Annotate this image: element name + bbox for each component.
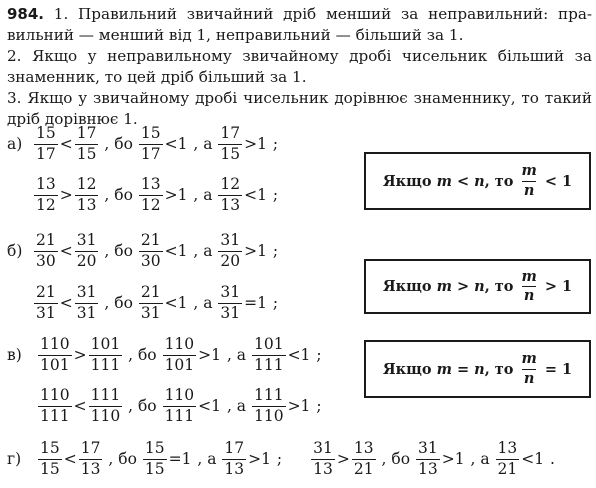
numerator: 13: [36, 175, 56, 193]
statement-2: 2. Якщо у неправильному звичайному дробі чисельник більший за знаменник, то цей дріб більший за 1.: [7, 47, 592, 86]
operator: <1: [287, 346, 311, 364]
fraction: [311, 441, 335, 477]
operator: >1: [441, 450, 465, 468]
numerator: 31: [76, 283, 97, 301]
fraction: [416, 441, 440, 477]
operator: <: [59, 135, 73, 153]
expression-row: [7, 126, 278, 162]
connector-text: , бо: [376, 450, 415, 468]
operator: <1: [521, 450, 545, 468]
variable-m: m: [436, 172, 452, 190]
rule-box: [364, 259, 591, 314]
item-label: б): [7, 242, 23, 260]
operator: >1: [287, 397, 311, 415]
numerator: 110: [40, 386, 70, 404]
fraction: [218, 177, 242, 213]
connector-text: , а: [222, 346, 251, 364]
numerator: 12: [220, 175, 241, 193]
numerator: 17: [224, 439, 245, 457]
fraction: [38, 441, 62, 477]
item-label: г): [7, 450, 22, 468]
punctuation: ;: [311, 346, 322, 364]
numerator: 15: [36, 124, 56, 142]
fraction: [496, 441, 520, 477]
fraction: [38, 337, 72, 373]
denominator: n: [523, 181, 535, 199]
numerator: 13: [353, 439, 374, 457]
connector-text: , а: [188, 135, 218, 153]
fraction: [218, 233, 242, 269]
comparison: [33, 177, 278, 213]
denominator: 31: [36, 303, 56, 322]
denominator: 13: [417, 459, 438, 478]
denominator: 111: [40, 406, 70, 425]
fraction: [218, 126, 242, 162]
fraction: [75, 285, 99, 321]
rule-box: [364, 340, 591, 398]
punctuation: ;: [267, 186, 279, 204]
rule-then: , то: [484, 278, 514, 295]
fraction: [218, 285, 242, 321]
fraction: [519, 352, 538, 386]
rule-relation: =: [451, 360, 475, 378]
fraction: [75, 233, 99, 269]
connector-text: , а: [465, 450, 495, 468]
expression-row: [7, 337, 322, 373]
denominator: 31: [220, 303, 241, 322]
rule-prefix: Якщо: [382, 172, 437, 190]
fraction: [163, 388, 197, 424]
numerator: 21: [36, 231, 56, 249]
fraction: [222, 441, 246, 477]
fraction: [75, 126, 99, 162]
connector-text: , бо: [99, 186, 138, 204]
numerator: 13: [497, 439, 518, 457]
denominator: 31: [140, 303, 161, 322]
connector-text: , бо: [123, 346, 162, 364]
denominator: 15: [220, 144, 241, 163]
punctuation: ;: [267, 135, 279, 153]
rule-relation: <: [451, 172, 475, 190]
fraction: [89, 388, 123, 424]
denominator: 21: [497, 459, 518, 478]
numerator: m: [521, 350, 537, 367]
variable-n: n: [474, 360, 485, 378]
punctuation: ;: [267, 294, 279, 312]
comparison: [310, 441, 555, 477]
denominator: n: [523, 369, 535, 387]
denominator: 17: [140, 144, 161, 163]
fraction: [352, 441, 376, 477]
fraction: [252, 388, 286, 424]
denominator: 101: [164, 355, 195, 374]
denominator: 101: [40, 355, 70, 374]
punctuation: ;: [271, 450, 283, 468]
numerator: 21: [140, 231, 161, 249]
expression-row: [7, 177, 278, 213]
variable-n: n: [474, 172, 485, 190]
operator: >1: [244, 135, 267, 153]
rule-result: = 1: [544, 360, 573, 378]
numerator: 31: [220, 283, 241, 301]
connector-text: , а: [188, 186, 218, 204]
numerator: 110: [40, 335, 70, 353]
operator: <1: [164, 135, 188, 153]
variable-m: m: [436, 360, 452, 378]
item-label: в): [7, 346, 22, 364]
numerator: 17: [80, 439, 101, 457]
fraction: [163, 337, 197, 373]
connector-text: , бо: [99, 294, 138, 312]
denominator: n: [523, 287, 535, 304]
denominator: 110: [253, 406, 284, 425]
fraction: [89, 337, 123, 373]
connector-text: , бо: [99, 135, 138, 153]
numerator: 12: [76, 175, 97, 193]
denominator: 15: [144, 459, 165, 478]
numerator: 17: [220, 124, 241, 142]
fraction: [519, 164, 538, 198]
denominator: 13: [224, 459, 245, 478]
denominator: 13: [80, 459, 101, 478]
numerator: 110: [164, 386, 195, 404]
operator: >1: [164, 186, 188, 204]
fraction: [34, 126, 58, 162]
connector-text: , а: [188, 294, 218, 312]
operator: >: [59, 186, 73, 204]
numerator: 31: [417, 439, 438, 457]
operator: >1: [248, 450, 271, 468]
fraction: [519, 267, 538, 304]
fraction: [139, 233, 163, 269]
numerator: 110: [164, 335, 195, 353]
punctuation: .: [545, 450, 555, 468]
connector-text: , а: [222, 397, 251, 415]
connector-text: , бо: [123, 397, 162, 415]
numerator: m: [521, 162, 537, 179]
operator: <: [59, 242, 73, 260]
denominator: 15: [76, 144, 97, 163]
rule-result: < 1: [544, 172, 573, 190]
operator: >1: [198, 346, 222, 364]
numerator: 101: [90, 335, 121, 353]
denominator: 111: [253, 355, 284, 374]
problem-statement: [7, 4, 592, 130]
rule-then: , то: [484, 172, 514, 190]
denominator: 30: [36, 251, 56, 270]
denominator: 15: [40, 459, 60, 478]
denominator: 17: [36, 144, 56, 163]
statement-3: 3. Якщо у звичайному дробі чисельник дорівнює знаменнику, то такий дріб дорівнює 1.: [7, 89, 592, 128]
item-label: а): [7, 135, 23, 153]
comparison: [37, 388, 322, 424]
expression-row: [7, 233, 278, 269]
rule-box: [364, 152, 591, 210]
denominator: 13: [76, 195, 97, 214]
operator: =1: [244, 294, 267, 312]
operator: >: [73, 346, 87, 364]
expression-row: [7, 388, 322, 424]
numerator: 31: [220, 231, 241, 249]
rule-relation: >: [451, 278, 475, 295]
variable-m: m: [436, 278, 452, 295]
comparison: [37, 337, 322, 373]
denominator: 20: [220, 251, 241, 270]
numerator: 13: [140, 175, 161, 193]
connector-text: , бо: [103, 450, 142, 468]
numerator: 31: [313, 439, 333, 457]
numerator: 21: [36, 283, 56, 301]
comparison: [37, 441, 282, 477]
operator: <1: [198, 397, 222, 415]
rule-result: > 1: [544, 278, 573, 295]
numerator: 21: [140, 283, 161, 301]
operator: >: [336, 450, 350, 468]
operator: =1: [168, 450, 192, 468]
problem-number: 984.: [7, 5, 45, 23]
punctuation: ;: [311, 397, 322, 415]
operator: >1: [244, 242, 267, 260]
operator: <1: [164, 242, 188, 260]
denominator: 20: [76, 251, 97, 270]
fraction: [79, 441, 103, 477]
rule-then: , то: [484, 360, 514, 378]
comparison: [33, 126, 278, 162]
variable-n: n: [474, 278, 485, 295]
fraction: [34, 285, 58, 321]
numerator: 17: [76, 124, 97, 142]
rule-prefix: Якщо: [382, 278, 437, 295]
fraction: [143, 441, 167, 477]
denominator: 12: [36, 195, 56, 214]
fraction: [139, 126, 163, 162]
fraction: [139, 285, 163, 321]
fraction: [34, 177, 58, 213]
denominator: 111: [90, 355, 121, 374]
numerator: 111: [90, 386, 121, 404]
numerator: 15: [140, 124, 161, 142]
rule-prefix: Якщо: [382, 360, 437, 378]
punctuation: ;: [267, 242, 279, 260]
fraction: [34, 233, 58, 269]
numerator: 111: [253, 386, 284, 404]
fraction: [75, 177, 99, 213]
expression-row: [7, 441, 555, 477]
operator: <: [59, 294, 73, 312]
denominator: 13: [220, 195, 241, 214]
denominator: 13: [313, 459, 333, 478]
fraction: [139, 177, 163, 213]
statement-1: 984. 1. Правильний звичайний дріб менший за неправильний: пра-вильний — менший від 1, неправильний — більший за 1.: [7, 5, 593, 44]
operator: <1: [164, 294, 188, 312]
numerator: 31: [76, 231, 97, 249]
denominator: 111: [164, 406, 195, 425]
connector-text: , а: [192, 450, 222, 468]
operator: <: [73, 397, 87, 415]
numerator: 15: [40, 439, 60, 457]
expression-row: [7, 285, 278, 321]
comparison: [33, 285, 278, 321]
denominator: 21: [353, 459, 374, 478]
numerator: 15: [144, 439, 165, 457]
denominator: 30: [140, 251, 161, 270]
denominator: 31: [76, 303, 97, 322]
comparison: [33, 233, 278, 269]
fraction: [252, 337, 286, 373]
numerator: 101: [253, 335, 284, 353]
numerator: m: [521, 267, 537, 285]
connector-text: , бо: [99, 242, 138, 260]
denominator: 12: [140, 195, 161, 214]
connector-text: , а: [188, 242, 218, 260]
operator: <1: [244, 186, 267, 204]
denominator: 110: [90, 406, 121, 425]
fraction: [38, 388, 72, 424]
operator: <: [63, 450, 77, 468]
